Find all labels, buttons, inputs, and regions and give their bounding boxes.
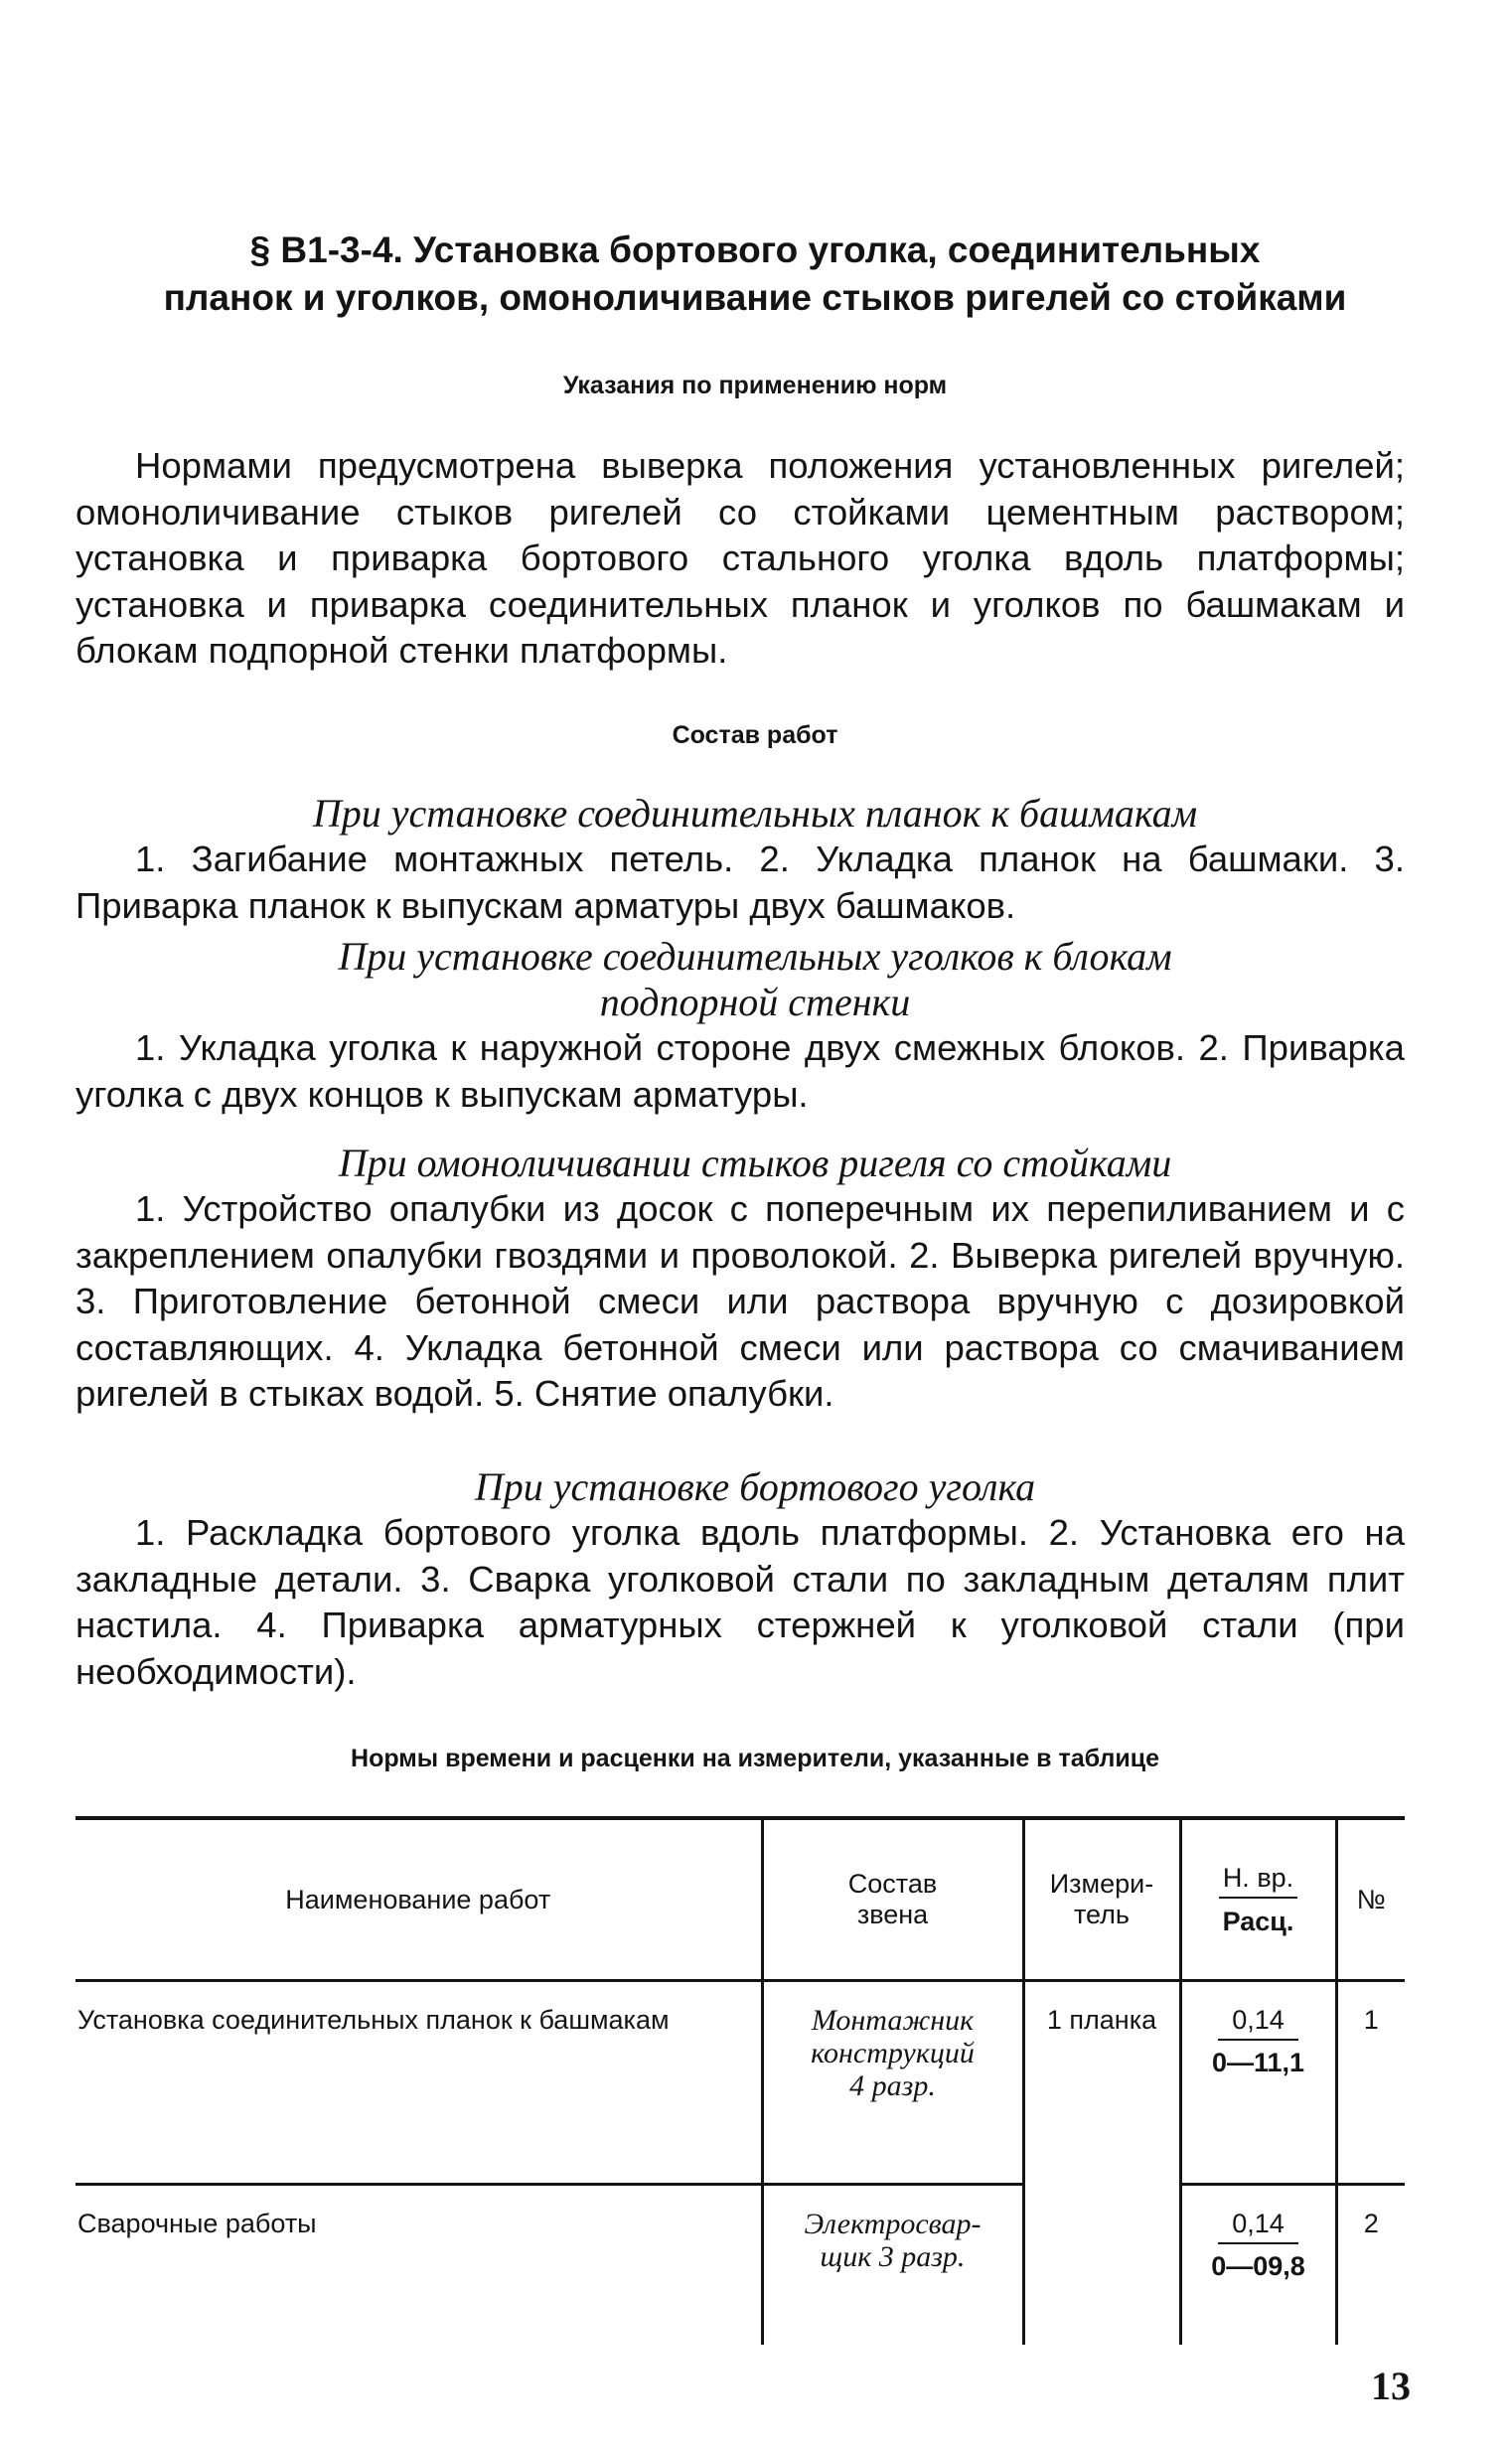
work-group-subtitle [70,1141,1440,1186]
work-group-subtitle-line: При установке бортового уголка [474,1464,1036,1509]
section-title-line: планок и уголков, омоноличивание стыков ригелей со стойками [163,277,1347,318]
cell-number: 2 [1336,2185,1405,2346]
header-rate: Расц. [1222,1906,1294,1936]
header-number: № [1336,1818,1405,1981]
header-norm-time: Н. вр. [1219,1863,1297,1899]
work-group-subtitle [70,1464,1440,1510]
norms-table [76,1816,1405,2345]
cell-crew-line: щик 3 разр. [820,2240,966,2273]
work-group-subtitle-line: При омоноличивании стыков ригеля со стойками [338,1141,1172,1185]
table-row [76,1981,1405,2185]
header-measure-line: Измери- [1049,1869,1154,1899]
header-norm [1180,1818,1336,1981]
work-group-subtitle-line: При установке соединительных уголков к блокам [338,934,1172,979]
work-group-subtitle-line: подпорной стенки [599,980,911,1024]
header-crew [762,1818,1023,1981]
cell-number: 1 [1336,1981,1405,2185]
section-title-line: § В1-3-4. Установка бортового уголка, соединительных [249,229,1261,270]
work-group-subtitle [70,934,1440,1025]
cell-norm-time: 0,14 [1218,2004,1298,2041]
cell-work-name: Установка соединительных планок к башмакам [76,1981,762,2185]
header-measure [1023,1818,1180,1981]
header-crew-line: звена [856,1900,929,1929]
work-group-text: 1. Загибание монтажных петель. 2. Укладка планок на башмаки. 3. Приварка планок к выпускам арматуры двух башмаков. [76,839,1405,926]
table-caption: Нормы времени и расценки на измерители, указанные в таблице [351,1745,1159,1772]
work-group-subtitle-line: При установке соединительных планок к башмакам [312,791,1198,836]
cell-norm-time: 0,14 [1218,2208,1298,2244]
header-measure-line: тель [1073,1900,1130,1929]
header-crew-line: Состав [847,1869,938,1899]
work-group-text: 1. Раскладка бортового уголка вдоль платформы. 2. Установка его на закладные детали. 3. Сварка уголковой стали по закладным деталям плит настила. 4. Приварка арматурных стержней к уголковой стали (при необходимости). [76,1512,1405,1692]
cell-crew-line: конструкций [811,2037,975,2069]
cell-work-name: Сварочные работы [77,2209,317,2238]
cell-crew-line: Электросвар- [804,2208,982,2240]
cell-crew [762,2185,1023,2346]
cell-norm [1180,2185,1336,2346]
guidelines-text: Нормами предусмотрена выверка положения установленных ригелей; омоноличивание стыков ригелей со стойками цементным раствором; установка и приварка бортового стального уголка вдоль платформы; установка и приварка соединительных планок и уголков по башмакам и блокам подпорной стенки платформы. [76,445,1405,671]
cell-norm [1180,1981,1336,2185]
cell-crew [762,1981,1023,2185]
cell-crew-line: 4 разр. [849,2069,936,2102]
cell-rate: 0—09,8 [1211,2251,1305,2281]
work-group-text: 1. Укладка уголка к наружной стороне двух смежных блоков. 2. Приварка уголка с двух концов к выпускам арматуры. [76,1027,1405,1115]
work-group-text: 1. Устройство опалубки из досок с поперечным их перепиливанием и с закреплением опалубки гвоздями и проволокой. 2. Выверка ригелей вручную. 3. Приготовление бетонной смеси или раствора вручную с дозировкой составляющих. 4. Укладка бетонной смеси или раствора со смачиванием ригелей в стыках водой. 5. Снятие опалубки. [76,1188,1405,1414]
section-title [70,227,1440,322]
table-row [76,2185,1405,2346]
cell-rate: 0—11,1 [1211,2048,1305,2077]
work-group-subtitle [70,791,1440,837]
header-name: Наименование работ [76,1818,762,1981]
cell-crew-line: Монтажник [811,2004,975,2037]
guidelines-heading: Указания по применению норм [562,372,948,399]
cell-measure: 1 планка [1023,1981,1180,2346]
page-number: 13 [1371,2364,1411,2408]
work-composition-heading: Состав работ [672,721,838,749]
table-header-row [76,1818,1405,1981]
